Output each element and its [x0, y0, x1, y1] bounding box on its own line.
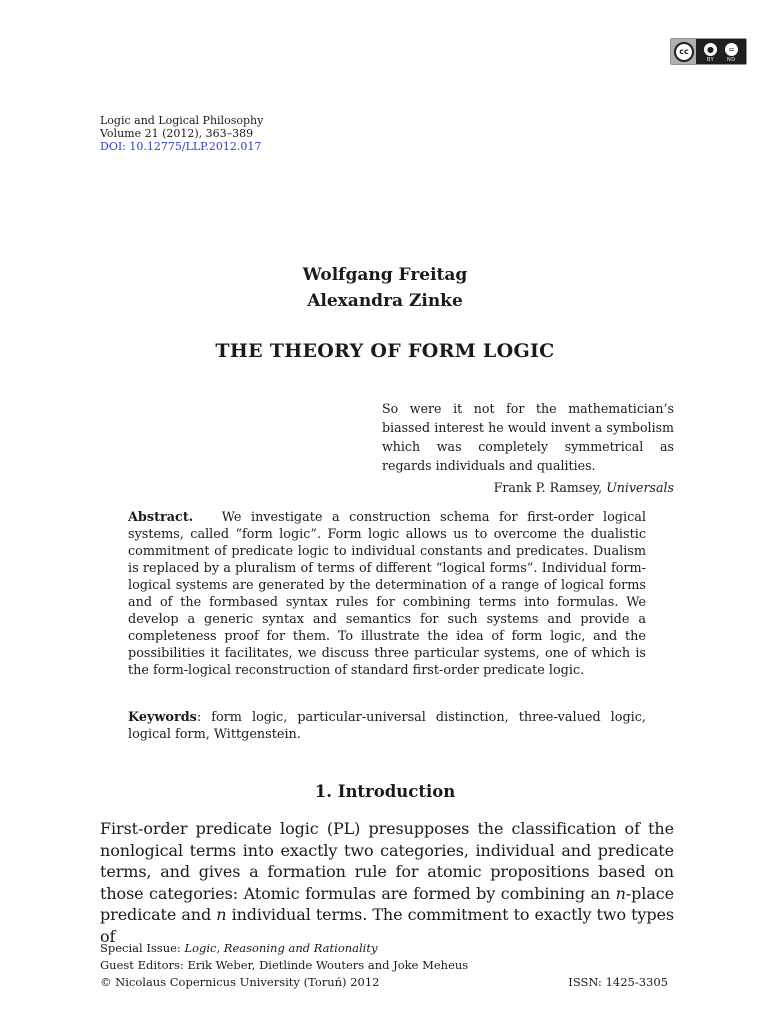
doi-link[interactable]: DOI: 10.12775/LLP.2012.017	[100, 140, 262, 153]
author-name: Alexandra Zinke	[307, 291, 463, 311]
nd-equals-icon: =	[725, 43, 738, 56]
cc-badge-dark-panel	[696, 39, 746, 64]
paragraph-text: individual terms. The commitment to exactly two types of	[100, 905, 674, 946]
cc-label-nd: ND	[727, 57, 736, 63]
epigraph-quote: So were it not for the mathematician’s biassed interest he would invent a symbolism which was completely symmetrical as regards individuals and qualities.	[382, 401, 674, 473]
author-name: Wolfgang Freitag	[302, 265, 468, 285]
journal-volume: Volume 21 (2012), 363–389	[100, 127, 254, 140]
issn-line: ISSN: 1425-3305	[568, 975, 668, 989]
special-issue-title: Logic, Reasoning and Rationality	[184, 941, 378, 955]
guest-editors-line: Guest Editors: Erik Weber, Dietlinde Wouters and Joke Meheus	[100, 958, 469, 972]
abstract-text: We investigate a construction schema for first-order logical systems, called “form logic”. Form logic allows us to overcome the dualistic commitment of predicate logic to individual constants and predicates. Dualism is replaced by a pluralism of terms of different “logical forms”. Individual form-logical systems are generated by the determination of a range of logical forms and of the formbased syntax rules for combining terms into formulas. We develop a generic syntax and semantics for such systems and provide a completeness proof for them. To illustrate the idea of form logic, and the possibilities it facilitates, we discuss three particular systems, one of which is the form-logical reconstruction of standard first-order predicate logic.	[128, 510, 646, 678]
epigraph-attribution	[382, 478, 674, 497]
math-variable: n	[216, 905, 227, 924]
author-list	[0, 262, 770, 314]
epigraph-work: Universals	[606, 480, 674, 495]
special-issue-line	[100, 940, 674, 957]
journal-name: Logic and Logical Philosophy	[100, 114, 264, 127]
copyright-line: © Nicolaus Copernicus University (Toruń) 2012	[100, 975, 380, 989]
abstract	[128, 509, 646, 679]
section-heading: 1. Introduction	[314, 782, 456, 801]
epigraph-author: Frank P. Ramsey,	[493, 480, 603, 495]
by-person-icon: ●	[704, 43, 717, 56]
cc-license-badge[interactable]	[670, 38, 747, 65]
paper-title: THE THEORY OF FORM LOGIC	[215, 340, 555, 362]
special-issue-label: Special Issue:	[100, 941, 185, 955]
keywords	[128, 709, 646, 743]
paragraph-text: -place predicate and	[100, 883, 674, 924]
page-footer	[100, 940, 674, 991]
introduction-paragraph	[100, 818, 674, 947]
math-variable: n	[615, 883, 626, 903]
cc-label-by: BY	[707, 57, 715, 63]
keywords-label: Keywords	[128, 710, 197, 725]
abstract-label: Abstract.	[128, 510, 194, 525]
journal-header	[100, 114, 263, 153]
cc-logo-icon: cc	[674, 42, 694, 62]
paragraph-text: First-order predicate logic (PL) presupposes the classification of the nonlogical terms into exactly two categories, individual and predicate terms, and gives a formation rule for atomic propositions based on those categories: Atomic formulas are formed by combining an	[100, 819, 674, 903]
keywords-text: : form logic, particular-universal distinction, three-valued logic, logical form, Wittgenstein.	[128, 710, 646, 742]
